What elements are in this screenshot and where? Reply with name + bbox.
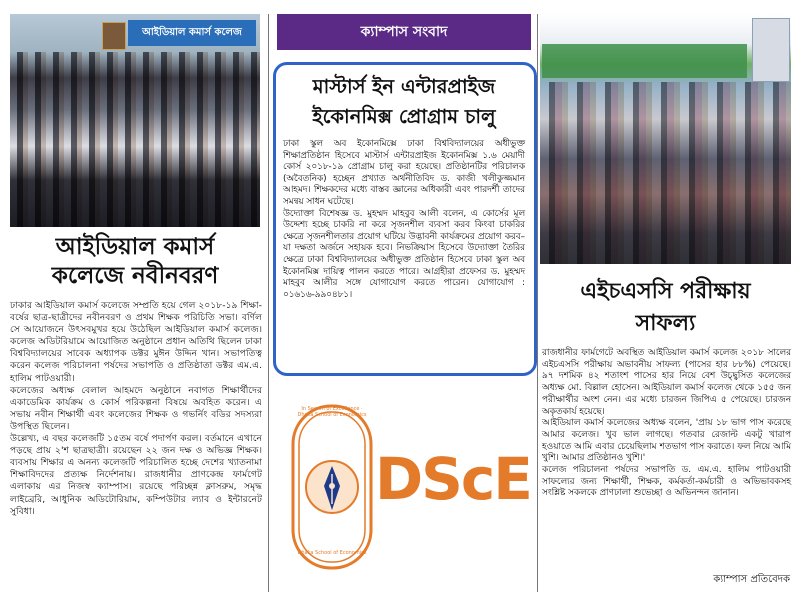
dsce-logo-panel <box>277 384 531 590</box>
left-paragraph: কলেজের অধ্যক্ষ বেলাল আহমদে অনুষ্ঠানে নবাগত শিক্ষার্থীদের একাডেমিক কার্যক্রম ও কোর্স পরিকল্পনা বিষয়ে অবহিত করেন। এ সভায় নবীন শিক্ষার্থী এবং কলেজের শিক্ষক ও গভর্নিং বডির সদস্যরা উপস্থিত ছিলেন। <box>10 384 262 432</box>
photo-portrait-frame <box>102 22 126 50</box>
left-group-photo <box>10 14 260 227</box>
left-article-body <box>10 300 262 518</box>
column-divider-right <box>537 14 538 592</box>
byline: ক্যাম্পাস প্রতিবেদক <box>713 574 790 585</box>
right-paragraph: রাজধানীর ফার্মগেটে অবস্থিত আইডিয়াল কমার্স কলেজ ২০১৮ সালের এইচএসসি পরীক্ষায় অভাবনীয় সাফল্য (পাসের হার ৮৮%) পেয়েছে। ৯৭ দশমিক ৪২ শতাংশ পাসের হার নিয়ে বেশ উচ্ছ্বসিত কলেজের অধ্যক্ষ মো. বিল্লাল হোসেন। আইডিয়াল কমার্স কলেজ থেকে ১৫৫ জন পরীক্ষার্থীর অংশ নেন। এর মধ্যে চারজন জিপিএ ৫ পেয়েছে। চারজন অকৃতকার্য হয়েছে। <box>542 348 791 417</box>
dsce-wordmark: DScE <box>375 445 531 513</box>
photo-portrait-frame <box>752 18 790 82</box>
seal-text-bottom: Dhaka School of Economics <box>297 550 367 556</box>
crowd-rows <box>540 82 791 264</box>
crowd-rows <box>10 52 260 227</box>
right-paragraph: আইডিয়াল কমার্স কলেজের অধ্যক্ষ বলেন, 'প্রায় ১৮ ভাগ পাস করেছে আমার কলেজ। খুব ভাল লাগছে। গতবার রেজাল্ট একটু খারাপ হওয়াতে আমি এবার চেয়েছিলাম শতভাগ পাস করাতে। ফল নিয়ে আমি খুশি। আমার প্রতিষ্ঠানও খুশি।' <box>542 418 791 464</box>
center-headline <box>283 72 525 132</box>
left-paragraph: উল্লেখ্য, এ বছর কলেজটি ১৫তম বর্ষে পদার্পণ করল। বর্তমানে এখানে পড়ছে প্রায় ২'শ ছাত্রছাত্রী। রয়েছেন ২২ জন দক্ষ ও অভিজ্ঞ শিক্ষক। ব্যবসায় শিক্ষার এ অনন্য কলেজটি পরিচালিত হচ্ছে দেশের খ্যাতনামা শিক্ষাবিদদের প্রত্যক্ষ নির্দেশনায়। রাজধানীর প্রাণকেন্দ্র ফার্মগেট এলাকায় এর নিজস্ব ক্যাম্পাস। রয়েছে পরিচ্ছন্ন ক্লাসরুম, সমৃদ্ধ লাইব্রেরি, আধুনিক অডিটোরিয়াম, কম্পিউটার ল্যাব ও ইন্টারনেট সুবিধা। <box>10 433 262 517</box>
left-headline-line2: কলেজে নবীনবরণ <box>51 263 219 289</box>
center-headline-line1: মাস্টার্স ইন এন্টারপ্রাইজ <box>312 75 496 98</box>
center-headline-line2: ইকোনমিক্স প্রোগ্রাম চালু <box>312 105 496 128</box>
center-paragraph: ঢাকা স্কুল অব ইকোনমিক্সে ঢাকা বিশ্ববিদ্যালয়ের অধীভুক্ত শিক্ষাপ্রতিষ্ঠান হিসেবে মাস্টার্স এন্টারপ্রাইজ ইকোনমিক্স ১.৬ মেয়াদী কোর্স ২০১৮-১৯ প্রোগ্রাম চালু করা হয়েছে। প্রতিষ্ঠানটির পরিচালক (অবৈতনিক) হচ্ছেন প্রখ্যাত অর্থনীতিবিদ ড. কাজী খলীকুজ্জমান আহমদ। শিক্ষকদের মধ্যে বাস্তব জ্ঞানের অধিকারী এবং পারদর্শী তাদের সমন্বয় সাধন ঘটেছে। <box>283 139 525 207</box>
section-header: ক্যাম্পাস সংবাদ <box>277 14 531 50</box>
right-headline <box>540 276 791 340</box>
right-group-photo <box>540 14 791 264</box>
right-paragraph: কলেজ পরিচালনা পর্ষদের সভাপতি ড. এম.এ. হালিম পাটওয়ারী সাফল্যের জন্য শিক্ষার্থী, শিক্ষক, কর্মকর্তা-কর্মচারী ও অভিভাবকসহ সংশ্লিষ্ট সকলকে প্রাণঢালা শুভেচ্ছা ও অভিনন্দন জানান। <box>542 465 791 499</box>
center-article-body <box>283 139 525 301</box>
right-headline-line2: সাফল্য <box>635 311 696 336</box>
left-headline-line1: আইডিয়াল কমার্স <box>55 234 215 260</box>
center-paragraph: উদ্যোক্তা বিশেষজ্ঞ ড. মুহম্মদ মাহবুব আলী বলেন, এ কোর্সের মূল উদ্দেশ্য হচ্ছে চাকরি না করে সৃজনশীল ব্যবসা করব কিংবা চাকরির ক্ষেত্রে সৃজনশীলতার প্রয়োগ ঘটিয়ে উদ্ভাবনী কার্যক্রমের প্রয়োগ করব– যা দক্ষতা অর্জনে সহায়ক হবে। নিভক্রিয়াস হিসেবে উদ্যোক্তা তৈরির ক্ষেত্রে ঢাকা বিশ্ববিদ্যালয়ের অধীভুক্ত প্রতিষ্ঠান হিসেবে ঢাকা স্কুল অব ইকোনমিক্স দায়িত্ব পালন করতে পারে। আগ্রহীরা প্রফেসর ড. মুহম্মদ মাহবুব আলীর সঙ্গে যোগাযোগ করতে পারেন। যোগাযোগ : ০১৬১৬-৯৯০৪৮১। <box>283 208 525 300</box>
column-divider-left <box>268 14 269 592</box>
right-article-body <box>542 348 791 500</box>
left-headline <box>10 233 260 291</box>
photo-banner: আইডিয়াল কমার্স কলেজ <box>128 20 256 46</box>
left-paragraph: ঢাকার আইডিয়াল কমার্স কলেজে সম্প্রতি হয়ে গেল ২০১৮-১৯ শিক্ষা-বর্ষের ছাত্র-ছাত্রীদের নবীনবরণ ও প্রথম শিক্ষক পরিচিতি সভা। বর্ণিল সে আয়োজনে উৎসবমুখর হয়ে উঠেছিল আইডিয়াল কমার্স কলেজ। কলেজ অডিটরিয়ামে আয়োজিত অনুষ্ঠানে প্রধান অতিথি ছিলেন ঢাকা বিশ্ববিদ্যালয়ের সাবেক অধ্যাপক ডক্টর মুঈন উদ্দিন খান। সভাপতিত্ব করেন কলেজ পরিচালনা পর্ষদের সভাপতি ও প্রতিষ্ঠাতা ডক্টর এম.এ. হালিম পাটওয়ারী। <box>10 300 262 384</box>
photo-green-banner <box>542 44 747 78</box>
dsce-seal-icon <box>289 402 375 572</box>
right-headline-line1: এইচএসসি পরীক্ষায় <box>580 279 751 304</box>
seal-text-top: In Search of Excellence · Dhaka School of Economics <box>297 406 367 418</box>
